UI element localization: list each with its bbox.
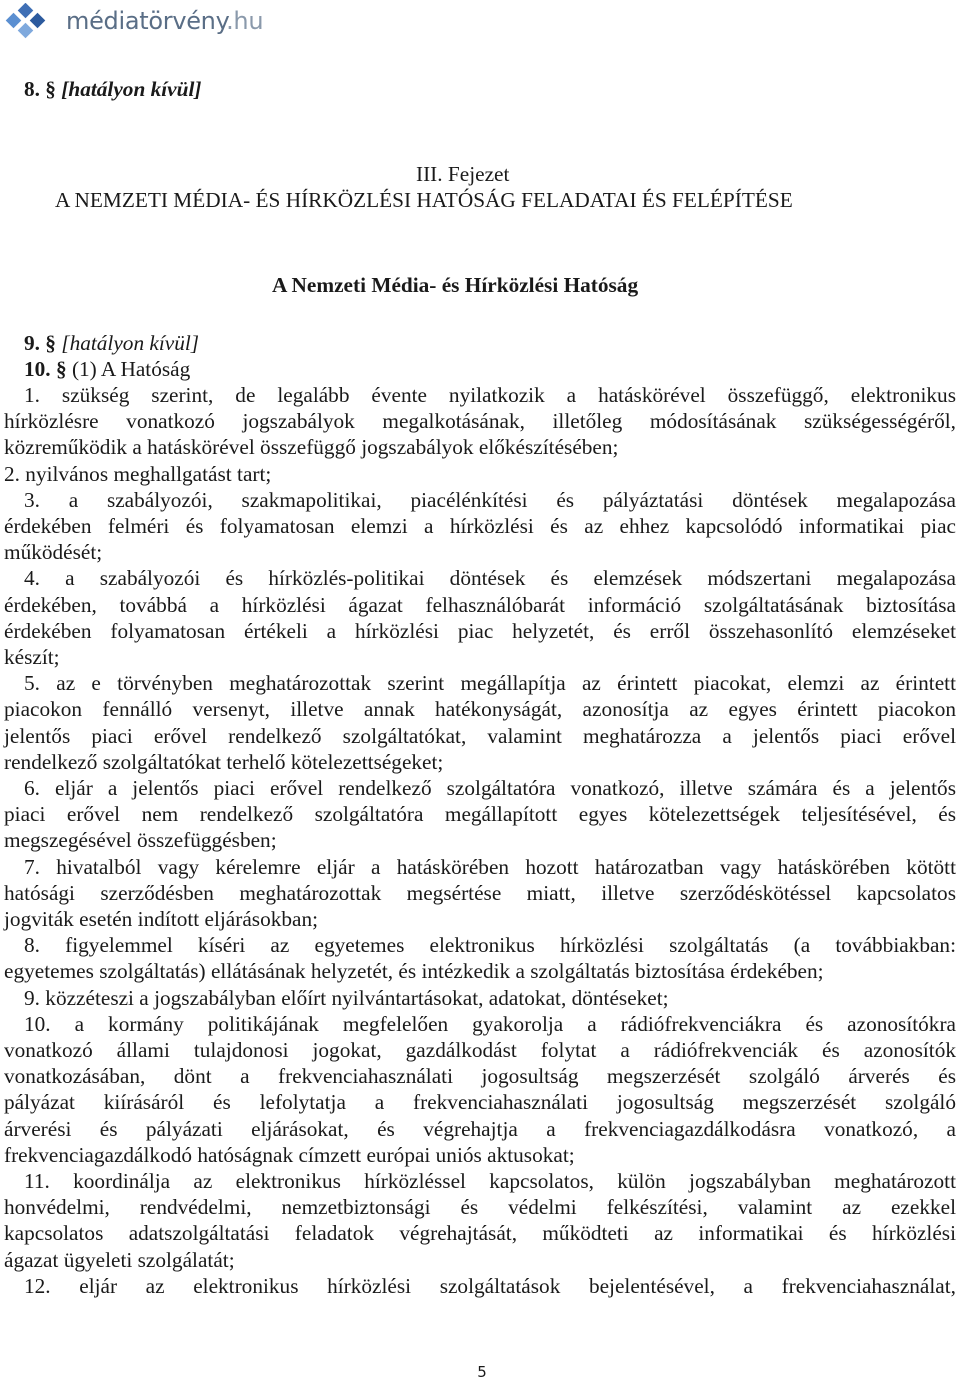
body-line: vonatkozó állami tulajdonosi jogokat, gazdálkodást folytat a rádiófrekvenciák és azonosítók	[4, 1038, 956, 1062]
body-line: honvédelmi, rendvédelmi, nemzetbiztonsági és védelmi felkészítési, valamint az ezekkel	[4, 1195, 956, 1220]
list-item-start-line: 3. a szabályozói, szakmapolitikai, piacélénkítési és pályáztatási döntések megalapozása	[24, 487, 956, 512]
section-sign: §	[45, 77, 56, 101]
body-line: egyetemes szolgáltatás) ellátásának helyzetét, és intézkedik a szolgáltatás biztosítása érdekében;	[4, 959, 824, 984]
chapter-number: III. Fejezet	[416, 162, 510, 186]
body-line: ágazat ügyeleti szolgálatát;	[4, 1247, 235, 1272]
body-line: készít;	[4, 645, 60, 669]
body-line: piaci erővel nem rendelkező szolgáltatóra megállapított egyes kötelezettségek teljesítésével, és	[4, 802, 956, 827]
page-number: 5	[477, 1363, 487, 1381]
heading-10: 10. § (1) A Hatóság	[24, 357, 191, 381]
chapter-title: A NEMZETI MÉDIA- ÉS HÍRKÖZLÉSI HATÓSÁG FELADATAI ÉS FELÉPÍTÉSE	[55, 188, 793, 212]
section-title: A Nemzeti Média- és Hírközlési Hatóság	[272, 273, 639, 297]
section-sign: §	[55, 357, 67, 381]
heading-8: 8. § [hatályon kívül]	[24, 77, 202, 101]
body-line: érdekében felméri és folyamatosan elemzi a hírközlési és az ehhez kapcsolódó informatikai piac	[4, 514, 956, 538]
diamond-logo-icon	[4, 3, 60, 39]
site-logo[interactable]	[4, 2, 263, 40]
list-item-start-line: 6. eljár a jelentős piaci erővel rendelkező szolgáltatóra vonatkozó, illetve számára és a jelentős	[24, 776, 956, 800]
list-item-start-line: 8. figyelemmel kíséri az egyetemes elektronikus hírközlési szolgáltatás (a továbbiakban:	[24, 933, 956, 958]
body-line: rendelkező szolgáltatókat terhelő kötelezettségeket;	[4, 749, 444, 774]
body-line: 2. nyilvános meghallgatást tart;	[4, 461, 272, 486]
body-line: hírközlésre vonatkozó jogszabályok megalkotásának, illetőleg módosításának szükségességéről,	[4, 409, 956, 434]
list-item-start-line: 10. a kormány politikájának megfelelően gyakorolja a rádiófrekvenciákra és azonosítókra	[24, 1011, 956, 1036]
section-sign: §	[45, 331, 56, 355]
body-line: hatósági szerződésben meghatározottak megsértése miatt, illetve szerződéskötéssel kapcsolatos	[4, 880, 956, 905]
list-item-start-line: 1. szükség szerint, de legalább évente nyilatkozik a hatáskörével összefüggő, elektronikus	[24, 383, 956, 407]
body-line: megszegésével összefüggésben;	[4, 828, 277, 853]
list-item-start-line: 12. eljár az elektronikus hírközlési szolgáltatások bejelentésével, a frekvenciahasználat,	[24, 1273, 956, 1298]
body-line: jelentős piaci erővel rendelkező szolgáltatókat, valamint meghatározza a jelentős piaci erővel	[4, 723, 956, 748]
body-line: közreműködik a hatáskörével összefüggő jogszabályok előkészítésében;	[4, 435, 619, 460]
body-line: működését;	[4, 540, 103, 565]
list-item-start-line: 11. koordinálja az elektronikus hírközléssel kapcsolatos, külön jogszabályban meghatározott	[24, 1169, 956, 1193]
list-item-start-line: 9. közzéteszi a jogszabályban előírt nyilvántartásokat, adatokat, döntéseket;	[24, 985, 669, 1010]
body-line: pályázat kiírásáról és lefolytatja a frekvenciahasználati jogosultság megszerzését szolgáló	[4, 1090, 956, 1115]
logo-text: médiatörvény.hu	[66, 7, 264, 35]
heading-9: 9. § [hatályon kívül]	[24, 331, 200, 355]
body-line: piacokon fennálló versenyt, illetve annak hatékonyságát, azonosítja az egyes érintett piacokon	[4, 697, 956, 722]
list-item-start-line: 5. az e törvényben meghatározottak szerint megállapítja az érintett piacokat, elemzi az érintett	[24, 671, 956, 696]
body-line: vonatkozásában, dönt a frekvenciahasználati jogosultság megszerzését szolgáló árverés és	[4, 1064, 956, 1089]
list-item-start-line: 7. hivatalból vagy kérelemre eljár a hatáskörében hozott határozatban vagy hatáskörében kötött	[24, 854, 956, 879]
list-item-start-line: 4. a szabályozói és hírközlés-politikai döntések és elemzések módszertani megalapozása	[24, 566, 956, 591]
body-line: frekvenciagazdálkodó hatóságnak címzett európai uniós aktusokat;	[4, 1142, 575, 1167]
body-line: érdekében, továbbá a hírközlési ágazat felhasználóbarát információ szolgáltatásának biztosítása	[4, 592, 956, 617]
body-line: árverési és pályázati eljárásokat, és végrehajtja a frekvenciagazdálkodásra vonatkozó, a	[4, 1116, 956, 1141]
body-line: kapcsolatos adatszolgáltatási feladatok végrehajtását, működteti az informatikai és hírközlési	[4, 1221, 956, 1246]
body-line: érdekében folyamatosan értékeli a hírközlési piac helyzetét, és erről összehasonlító elemzéseket	[4, 618, 956, 643]
body-line: jogviták esetén indított eljárásokban;	[4, 907, 319, 931]
